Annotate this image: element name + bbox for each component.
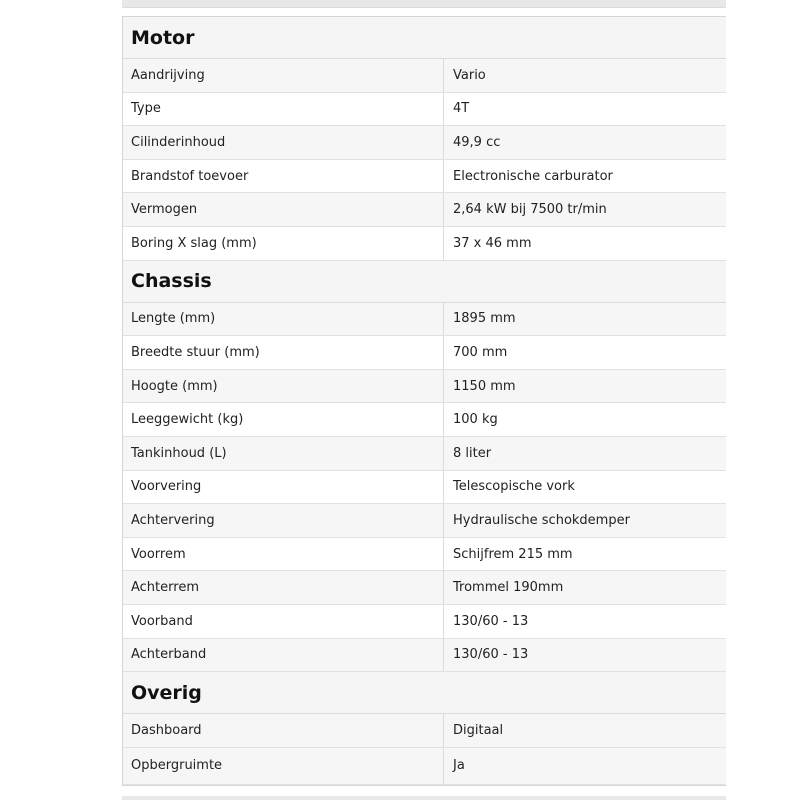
spec-value: 2,64 kW bij 7500 tr/min bbox=[453, 202, 607, 218]
spec-value: Telescopische vork bbox=[453, 479, 575, 495]
section-header-overig: Overig bbox=[123, 672, 726, 714]
spec-value: Ja bbox=[453, 758, 465, 774]
spec-label: Type bbox=[123, 93, 444, 126]
spec-label: Leeggewicht (kg) bbox=[123, 403, 444, 436]
table-row bbox=[123, 571, 726, 605]
spec-label: Tankinhoud (L) bbox=[123, 437, 444, 470]
spec-label: Hoogte (mm) bbox=[123, 370, 444, 403]
table-row bbox=[123, 336, 726, 370]
table-row bbox=[123, 370, 726, 404]
spec-value: 130/60 - 13 bbox=[453, 613, 529, 629]
spec-label: Brandstof toevoer bbox=[123, 160, 444, 193]
spec-label: Dashboard bbox=[123, 714, 444, 747]
table-row bbox=[123, 639, 726, 673]
spec-value: 100 kg bbox=[453, 412, 498, 428]
spec-value: 1895 mm bbox=[453, 311, 516, 327]
spec-value: Digitaal bbox=[453, 722, 504, 738]
spec-value: 49,9 cc bbox=[453, 134, 501, 150]
section-header-chassis: Chassis bbox=[123, 261, 726, 303]
spec-value: 1150 mm bbox=[453, 378, 516, 394]
top-divider bbox=[122, 0, 726, 8]
spec-value: Electronische carburator bbox=[453, 168, 613, 184]
spec-label: Opbergruimte bbox=[123, 748, 444, 784]
bottom-divider bbox=[122, 796, 726, 800]
spec-value: 700 mm bbox=[453, 344, 508, 360]
spec-value: Vario bbox=[453, 67, 486, 83]
spec-value: 37 x 46 mm bbox=[453, 235, 532, 251]
table-row bbox=[123, 748, 726, 785]
spec-label: Lengte (mm) bbox=[123, 303, 444, 336]
spec-label: Aandrijving bbox=[123, 59, 444, 92]
table-row bbox=[123, 714, 726, 748]
spec-value: 8 liter bbox=[453, 445, 492, 461]
spec-value: 4T bbox=[453, 101, 470, 117]
spec-label: Achterrem bbox=[123, 571, 444, 604]
spec-label: Breedte stuur (mm) bbox=[123, 336, 444, 369]
table-row bbox=[123, 303, 726, 337]
spec-value: Schijfrem 215 mm bbox=[453, 546, 573, 562]
table-row bbox=[123, 471, 726, 505]
spec-label: Achterband bbox=[123, 639, 444, 672]
table-row bbox=[123, 504, 726, 538]
table-row bbox=[123, 193, 726, 227]
spec-label: Voorvering bbox=[123, 471, 444, 504]
table-row bbox=[123, 93, 726, 127]
section-header-motor: Motor bbox=[123, 17, 726, 59]
spec-value: Hydraulische schokdemper bbox=[453, 512, 630, 528]
spec-value: Trommel 190mm bbox=[453, 580, 564, 596]
table-row bbox=[123, 403, 726, 437]
spec-label: Boring X slag (mm) bbox=[123, 227, 444, 260]
spec-label: Voorband bbox=[123, 605, 444, 638]
spec-table bbox=[122, 16, 726, 786]
spec-label: Vermogen bbox=[123, 193, 444, 226]
table-row bbox=[123, 538, 726, 572]
table-row bbox=[123, 437, 726, 471]
table-row bbox=[123, 227, 726, 261]
table-row bbox=[123, 126, 726, 160]
spec-value: 130/60 - 13 bbox=[453, 647, 529, 663]
table-row bbox=[123, 605, 726, 639]
spec-label: Achtervering bbox=[123, 504, 444, 537]
spec-label: Voorrem bbox=[123, 538, 444, 571]
table-row bbox=[123, 160, 726, 194]
spec-label: Cilinderinhoud bbox=[123, 126, 444, 159]
table-row bbox=[123, 59, 726, 93]
